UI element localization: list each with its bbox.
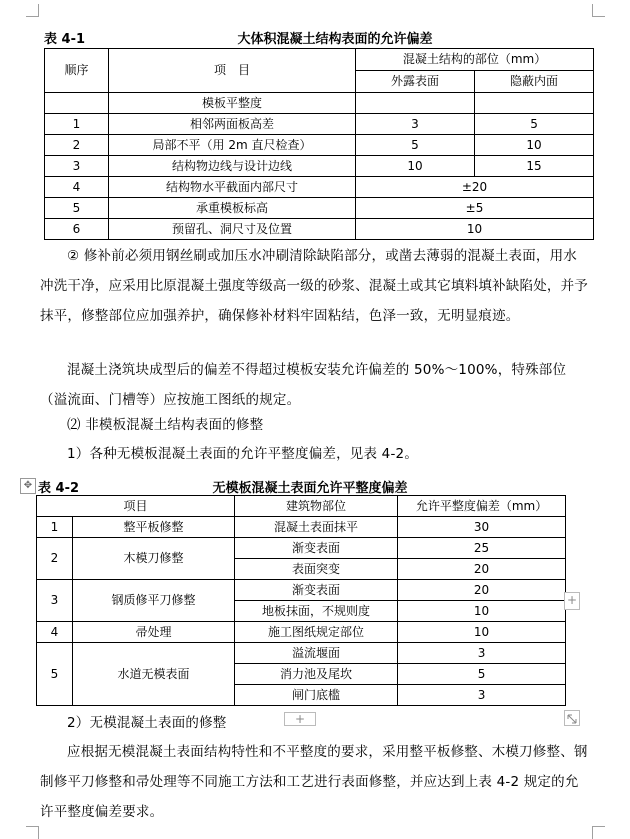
table1-header-item: 项 目 [109,49,356,93]
table2-seq: 4 [37,622,73,643]
table2-dev: 10 [398,622,566,643]
table1-item: 结构物水平截面内部尺寸 [109,177,356,198]
table1-header-seq: 顺序 [45,49,109,93]
table1-value: ±20 [356,177,594,198]
table1-item: 预留孔、洞尺寸及位置 [109,219,356,240]
table2-part: 闸门底槛 [235,685,398,706]
table2-label: 表 4-2 [38,481,80,496]
table1-row [45,156,594,177]
table2-part: 地板抹面，不规则度 [235,601,398,622]
table2-row [37,538,566,559]
table2-row [37,643,566,664]
table2-dev: 20 [398,559,566,580]
table1-item: 局部不平（用 2m 直尺检查） [109,135,356,156]
table2-part: 表面突变 [235,559,398,580]
table1-row [45,198,594,219]
paragraph-section-heading: ⑵ 非模板混凝土结构表面的修整 [67,417,264,433]
table1-seq: 3 [45,156,109,177]
table2-part: 渐变表面 [235,538,398,559]
table2 [36,495,566,706]
table1-hidden: 10 [475,135,594,156]
table2-part: 渐变表面 [235,580,398,601]
table1-cell-empty [45,93,109,114]
crop-mark-top-left [26,4,39,17]
table2-row [37,622,566,643]
table1-cell-empty [356,93,475,114]
table1-section: 模板平整度 [109,93,356,114]
table2-part: 溢流堰面 [235,643,398,664]
table2-header-item: 项目 [37,496,235,517]
table2-seq: 2 [37,538,73,580]
table1 [44,48,594,240]
table2-row [37,517,566,538]
table1-row [45,114,594,135]
paragraph-finishing-methods: 应根据无模混凝土表面结构特性和不平整度的要求，采用整平板修整、木模刀修整、钢制修平刀修整和帚处理等不同施工方法和工艺进行表面修整，并应达到上表 4-2 规定的允许平整度偏差要求。 [40,744,588,820]
table1-seq: 4 [45,177,109,198]
table1-seq: 6 [45,219,109,240]
table2-item: 整平板修整 [73,517,235,538]
table1-label: 表 4-1 [44,32,86,47]
table2-seq: 5 [37,643,73,706]
table1-row [45,177,594,198]
crop-mark-bottom-left [26,826,39,839]
table2-dev: 10 [398,601,566,622]
table1-exposed: 5 [356,135,475,156]
table1-item: 相邻两面板高差 [109,114,356,135]
table1-title: 大体积混凝土结构表面的允许偏差 [237,32,433,47]
table1-seq: 1 [45,114,109,135]
table1-seq: 2 [45,135,109,156]
table1-hidden: 15 [475,156,594,177]
paragraph-subsection-heading: 2）无模混凝土表面的修整 [67,715,227,731]
table2-row [37,580,566,601]
table2-dev: 20 [398,580,566,601]
table1-cell-empty [475,93,594,114]
table2-item: 水道无模表面 [73,643,235,706]
paragraph-deviation-limit: 混凝土浇筑块成型后的偏差不得超过模板安装允许偏差的 50%～100%，特殊部位（溢流面、门槽等）应按施工图纸的规定。 [40,362,567,408]
table2-dev: 25 [398,538,566,559]
table2-part: 混凝土表面抹平 [235,517,398,538]
table1-exposed: 10 [356,156,475,177]
table-move-handle-icon[interactable]: ✥ [20,478,36,494]
table2-dev: 3 [398,643,566,664]
table1-row [45,135,594,156]
paragraph-repair-method: ② 修补前必须用钢丝刷或加压水冲刷清除缺陷部分，或凿去薄弱的混凝土表面，用水冲洗干净，应采用比原混凝土强度等级高一级的砂浆、混凝土或其它填料填补缺陷处，并予抹平，修整部位应加强养护，确保修补材料牢固粘结，色泽一致，无明显痕迹。 [40,248,588,324]
table2-title: 无模板混凝土表面允许平整度偏差 [212,481,408,496]
table2-dev: 5 [398,664,566,685]
add-row-button[interactable]: + [284,712,316,726]
table1-item: 结构物边线与设计边线 [109,156,356,177]
table2-item: 钢质修平刀修整 [73,580,235,622]
table1-hidden: 5 [475,114,594,135]
table1-item: 承重模板标高 [109,198,356,219]
table2-dev: 30 [398,517,566,538]
paragraph-table-reference: 1）各种无模板混凝土表面的允许平整度偏差，见表 4-2。 [67,446,419,462]
table2-header-part: 建筑物部位 [235,496,398,517]
table1-row [45,219,594,240]
table1-value: ±5 [356,198,594,219]
table1-seq: 5 [45,198,109,219]
table2-seq: 1 [37,517,73,538]
table1-exposed: 3 [356,114,475,135]
table2-item: 帚处理 [73,622,235,643]
add-column-button[interactable]: + [564,592,580,610]
table1-value: 10 [356,219,594,240]
table2-part: 消力池及尾坎 [235,664,398,685]
table2-header-dev: 允许平整度偏差（mm） [398,496,566,517]
table2-part: 施工图纸规定部位 [235,622,398,643]
crop-mark-top-right [592,4,605,17]
table2-dev: 3 [398,685,566,706]
table2-item: 木模刀修整 [73,538,235,580]
table1-header-exposed: 外露表面 [356,71,475,93]
crop-mark-bottom-right [592,826,605,839]
table1-header-hidden: 隐蔽内面 [475,71,594,93]
table2-seq: 3 [37,580,73,622]
table1-header-part: 混凝土结构的部位（mm） [356,49,594,71]
